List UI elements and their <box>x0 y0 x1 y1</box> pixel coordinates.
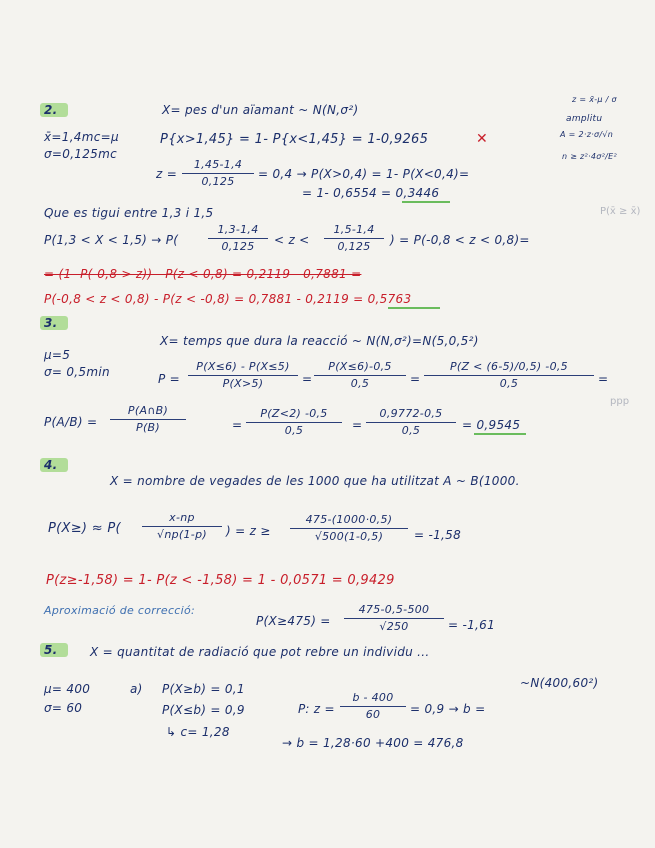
margin-zeta-note: z = x̄-μ / σ <box>572 95 617 104</box>
p-numerator-3: P(Z < (6-5)/0,5) -0,5 <box>450 360 568 373</box>
problem-3-label: 3. <box>44 316 58 330</box>
given-mean: x̄=1,4mc=μ <box>44 130 119 144</box>
aproximacio-label: Aproximació de correcció: <box>44 604 196 617</box>
between-lhs: P(1,3 < X < 1,5) → P( <box>44 233 179 247</box>
px-lhs: P(X≥) ≈ P( <box>48 521 121 536</box>
px-mid: ) = z ≥ <box>226 524 271 538</box>
fraction-bar <box>314 375 406 376</box>
z-fraction <box>182 159 254 188</box>
between-mid: < z < <box>274 233 310 247</box>
p-denominator-2: 0,5 <box>350 377 370 390</box>
ab-lhs: P(A/B) = <box>44 415 98 429</box>
p-fraction <box>188 361 298 390</box>
result-underline <box>402 201 450 203</box>
correction-line: P(-0,8 < z < 0,8) - P(z < -0,8) = 0,7881 - 0,2119 = 0,5763 <box>44 292 412 306</box>
fraction-bar <box>110 419 186 420</box>
fraction-bar <box>188 375 298 376</box>
equals-sign: = <box>352 418 363 432</box>
c-line: ↳ c= 1,28 <box>166 725 230 739</box>
p-fraction-2 <box>314 361 406 390</box>
fraction-bar <box>324 238 384 239</box>
binomial-result-line: P(z≥-1,58) = 1- P(z < -1,58) = 1 - 0,0571 = 0,9429 <box>46 573 395 588</box>
p-denominator-3: 0,5 <box>499 377 519 390</box>
ab-fraction <box>110 405 186 434</box>
b-line: → b = 1,28·60 +400 = 476,8 <box>282 736 464 750</box>
between-denominator-2: 0,125 <box>337 240 371 253</box>
bleed-through-text: P(x̄ ≥ x̄) <box>600 206 641 217</box>
ab-fraction-3 <box>366 408 456 437</box>
p-lhs: P = <box>158 372 181 386</box>
problem-2-definition: X= pes d'un aïamant ~ N(N,σ²) <box>162 103 359 117</box>
px-rhs: = -1,58 <box>414 528 462 542</box>
p-numerator: P(X≤6) - P(X≤5) <box>196 360 290 373</box>
sd-value: σ= 60 <box>44 701 83 715</box>
distribution-note: ~N(400,60²) <box>520 676 599 690</box>
problem-4-label: 4. <box>44 458 58 472</box>
z-rhs: = 0,4 → P(X>0,4) = 1- P(X<0,4)= <box>258 167 470 181</box>
ab-denominator-3: 0,5 <box>401 424 421 437</box>
ab-denominator: P(B) <box>136 421 160 434</box>
problem-3-definition: X= temps que dura la reacció ~ N(N,σ²)=N(5,0,5²) <box>160 334 479 348</box>
aprox-rhs: = -1,61 <box>448 618 496 632</box>
px-fraction <box>142 512 222 541</box>
pz-numerator: b - 400 <box>352 691 394 704</box>
problem-2-label: 2. <box>44 103 58 117</box>
fraction-bar <box>246 422 342 423</box>
z-denominator: 0,125 <box>201 175 235 188</box>
pz-fraction <box>340 692 406 721</box>
fraction-bar <box>366 422 456 423</box>
mu-value: μ= 400 <box>44 682 91 696</box>
aprox-numerator: 475-0,5-500 <box>358 603 430 616</box>
between-fraction-1 <box>208 224 268 253</box>
problem-5-definition: X = quantitat de radiació que pot rebre un individu ... <box>90 645 430 659</box>
ab-denominator-2: 0,5 <box>284 424 304 437</box>
result-underline <box>474 433 526 435</box>
pz-lhs: P: z = <box>298 702 335 716</box>
fraction-bar <box>424 375 594 376</box>
between-denominator-1: 0,125 <box>221 240 255 253</box>
px-denominator: √np(1-p) <box>157 528 207 541</box>
fraction-bar <box>340 706 406 707</box>
px-fraction-2 <box>290 514 408 543</box>
result-underline <box>388 307 440 309</box>
prob-complement-line: P{x>1,45} = 1- P{x<1,45} = 1-0,9265 <box>160 132 429 147</box>
equals-sign: = <box>410 372 421 386</box>
cross-mark: ✕ <box>476 131 488 147</box>
result-line: = 1- 0,6554 = 0,3446 <box>302 186 440 200</box>
p-denominator: P(X>5) <box>222 377 264 390</box>
aprox-fraction <box>344 604 444 633</box>
question-line: Que es tigui entre 1,3 i 1,5 <box>44 206 214 220</box>
margin-formula-note: A = 2·z·σ/√n <box>560 130 614 139</box>
equals-sign: = <box>232 418 243 432</box>
fraction-bar <box>208 238 268 239</box>
equals-sign: = <box>302 372 313 386</box>
between-numerator-1: 1,3-1,4 <box>217 223 259 236</box>
part-a-label: a) <box>130 682 143 696</box>
ab-numerator: P(A∩B) <box>127 404 169 417</box>
pz-denominator: 60 <box>365 708 381 721</box>
fraction-bar <box>182 173 254 174</box>
margin-amplitude-note: amplitu <box>566 114 603 124</box>
between-fraction-2 <box>324 224 384 253</box>
px-denominator-2: √500(1-0,5) <box>314 530 384 543</box>
px-numerator-2: 475-(1000·0,5) <box>305 513 393 526</box>
p-numerator-2: P(X≤6)-0,5 <box>328 360 392 373</box>
ab-numerator-3: 0,9772-0,5 <box>379 407 443 420</box>
pz-rhs: = 0,9 → b = <box>410 702 486 716</box>
between-numerator-2: 1,5-1,4 <box>333 223 375 236</box>
equals-sign: = <box>598 372 609 386</box>
ab-result: = 0,9545 <box>462 418 521 432</box>
crossed-out-line: = (1- P(-0,8 > z)) - P(z < 0,8) = 0,2119 - 0,7881 = <box>44 267 362 281</box>
between-rhs: ) = P(-0,8 < z < 0,8)= <box>390 233 530 247</box>
fraction-bar <box>142 526 222 527</box>
aprox-lhs: P(X≥475) = <box>256 614 331 628</box>
mu-value: μ=5 <box>44 348 71 362</box>
problem-5-label: 5. <box>44 643 58 657</box>
pa-line-1: P(X≥b) = 0,1 <box>162 682 245 696</box>
given-sd: σ=0,125mc <box>44 147 118 161</box>
margin-formula-note: n ≥ z²·4σ²/E² <box>562 152 618 161</box>
p-fraction-3 <box>424 361 594 390</box>
z-lhs: z = <box>156 167 178 181</box>
pa-line-2: P(X≤b) = 0,9 <box>162 703 245 717</box>
aprox-denominator: √250 <box>379 620 409 633</box>
sd-value: σ= 0,5min <box>44 365 110 379</box>
problem-4-definition: X = nombre de vegades de les 1000 que ha utilitzat A ~ B(1000. <box>110 474 520 488</box>
fraction-bar <box>290 528 408 529</box>
ab-fraction-2 <box>246 408 342 437</box>
z-numerator: 1,45-1,4 <box>193 158 243 171</box>
fraction-bar <box>344 618 444 619</box>
px-numerator: x-np <box>169 511 195 524</box>
ab-numerator-2: P(Z<2) -0,5 <box>260 407 328 420</box>
bleed-through-text: ppp <box>610 396 630 407</box>
